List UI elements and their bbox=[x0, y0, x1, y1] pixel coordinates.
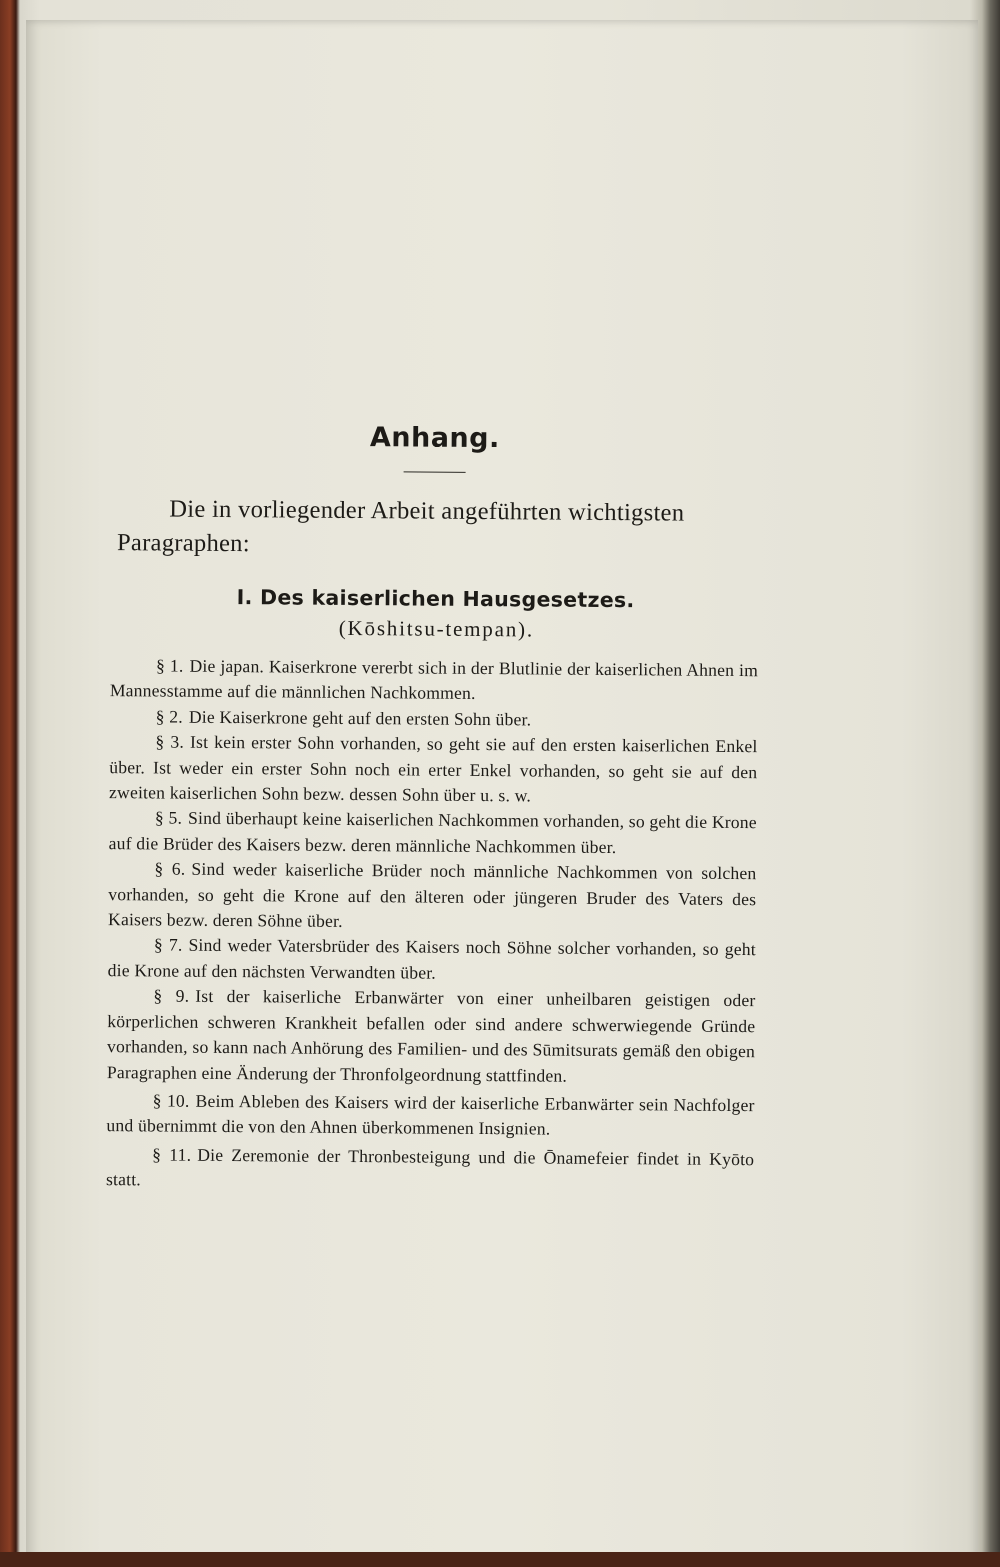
page-content bbox=[94, 420, 760, 1198]
paragraph bbox=[108, 856, 757, 937]
paragraph-text: Beim Ableben des Kaisers wird der kaiserliche Erbanwärter sein Nachfolger und übernimmt die von den Ahnen überkommenen Insignien. bbox=[106, 1090, 755, 1139]
paragraph-number: § 5. bbox=[154, 807, 183, 829]
paragraph-number: § 11. bbox=[152, 1144, 192, 1165]
page-heading: Anhang. bbox=[369, 422, 500, 455]
paragraph-text: Sind überhaupt keine kaiserlichen Nachkommen vorhanden, so geht die Krone auf die Brüder des Kaisers bezw. deren männliche Nachkommen über. bbox=[108, 808, 757, 857]
paragraph-number: § 3. bbox=[155, 731, 185, 752]
heading-divider bbox=[404, 471, 466, 472]
section-subtitle: (Kōshitsu-tempan). bbox=[338, 615, 535, 642]
paragraph-text: Sind weder Vatersbrüder des Kaisers noch Söhne solcher vorhanden, so geht die Krone auf den nächsten Verwandten über. bbox=[107, 935, 756, 983]
paragraph-number: § 9. bbox=[153, 985, 190, 1006]
intro-text: Die in vorliegender Arbeit angeführten wichtigsten Paragraphen: bbox=[116, 495, 685, 558]
paragraph-text: Sind weder kaiserliche Brüder noch männliche Nachkommen von solchen vorhanden, so geht die Krone auf den älteren oder jüngeren Bruder des Vaters des Kaisers bezw. deren Söhne über. bbox=[108, 858, 757, 931]
paragraph-text: Ist kein erster Sohn vorhanden, so geht sie auf den ersten kaiserlichen Enkel über. Ist weder ein erster Sohn noch ein erter Enkel vorhanden, so geht sie auf den zweiten kaiserlichen Sohn bezw. dessen Sohn über u. s. w. bbox=[108, 731, 758, 806]
paragraph-text: Ist der kaiserliche Erbanwärter von einer unheilbaren geistigen oder körperlichen schweren Krankheit befallen oder sind andere schwerwiegende Gründe vorhanden, so kann nach Anhörung des Familien- und des Sūmitsurats gemäß den obigen Paragraphen eine Änderung der Thronfolgeordnung stattfinden. bbox=[106, 986, 756, 1086]
paragraph bbox=[107, 983, 756, 1090]
paragraph-list bbox=[94, 653, 758, 1198]
paragraph bbox=[109, 729, 758, 810]
paragraph-number: § 7. bbox=[153, 934, 183, 956]
paragraph-number: § 1. bbox=[155, 655, 184, 676]
paragraph-text: Die Zeremonie der Thronbesteigung und die Ōnamefeier findet in Kyōto statt. bbox=[105, 1144, 755, 1190]
paragraph bbox=[110, 653, 758, 709]
book-cover-edge bbox=[0, 1552, 1000, 1567]
paragraph bbox=[106, 1088, 754, 1144]
section-title: I. Des kaiserlichen Hausgesetzes. bbox=[236, 585, 635, 613]
paragraph-text: Die japan. Kaiserkrone vererbt sich in der Blutlinie der kaiserlichen Ahnen im Mannesstamme auf die männlichen Nachkommen. bbox=[109, 655, 759, 704]
paragraph bbox=[106, 1142, 754, 1198]
paragraph-text: Die Kaiserkrone geht auf den ersten Sohn über. bbox=[188, 706, 532, 730]
paragraph bbox=[109, 806, 757, 862]
paragraph-number: § 6. bbox=[154, 858, 186, 879]
paragraph-number: § 2. bbox=[155, 706, 183, 727]
paragraph-number: § 10. bbox=[152, 1090, 190, 1111]
paragraph bbox=[108, 933, 756, 989]
